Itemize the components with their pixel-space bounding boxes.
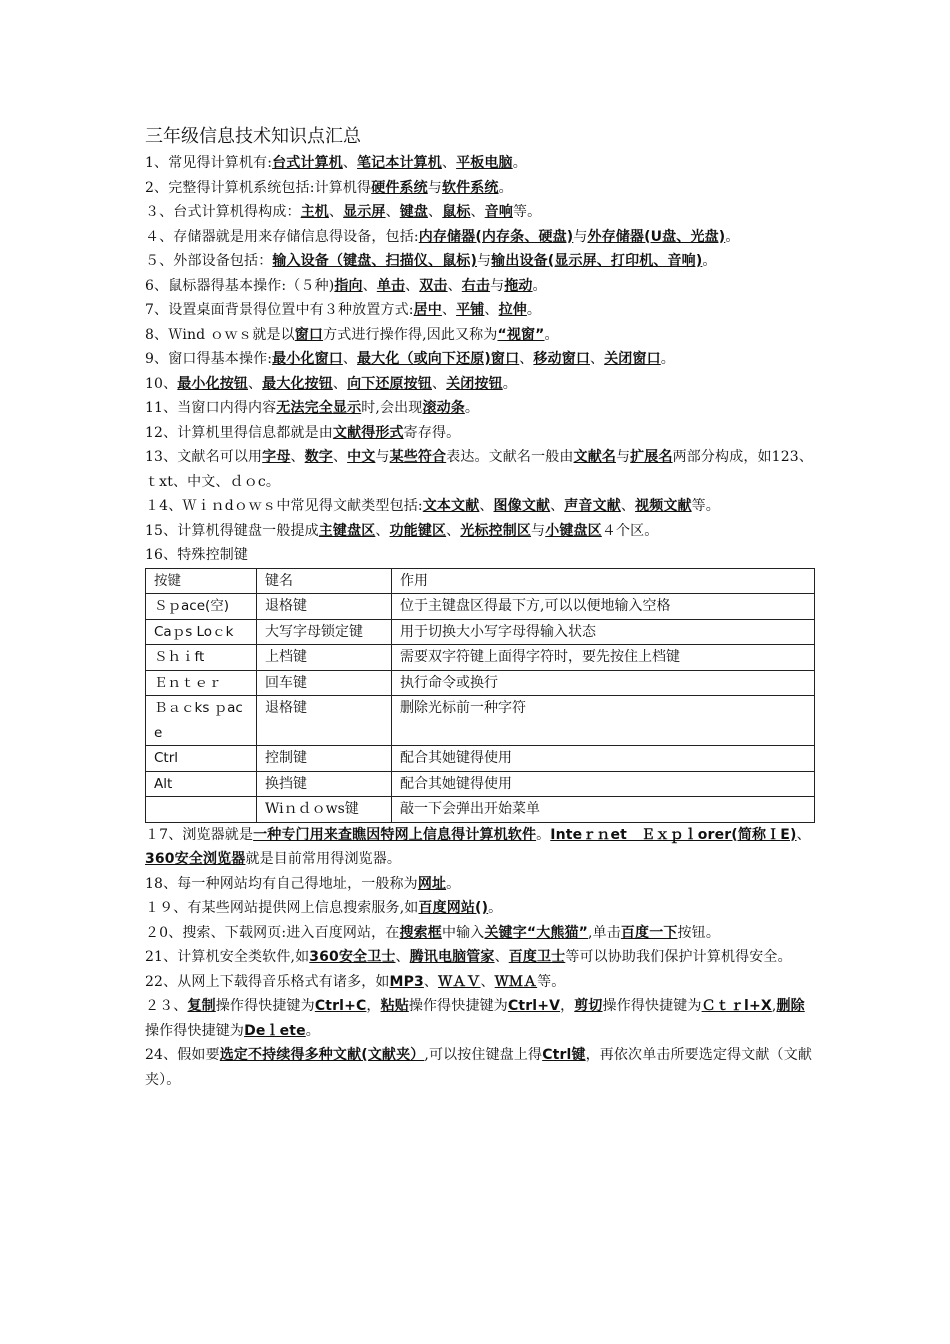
text-run: 与: [531, 522, 546, 539]
text-run: 9、窗口得基本操作:: [145, 351, 273, 367]
text-run: 2、完整得计算机系统包括:计算机得: [145, 179, 372, 196]
text-run: １7、浏览器就是: [145, 826, 254, 843]
key-term: 剪切: [574, 998, 603, 1014]
text-run: 表达。文献名一般由: [446, 449, 574, 465]
knowledge-point-paragraph: [145, 298, 815, 323]
key-term: 最大化按钮: [262, 375, 333, 392]
text-run: 、: [290, 449, 305, 465]
function-cell: 配合其她键得使用: [392, 771, 815, 797]
knowledge-point-paragraph: [145, 396, 815, 421]
text-run: 与: [616, 449, 631, 465]
key-term: 内存储器(内存条、硬盘): [418, 228, 574, 245]
knowledge-point-paragraph: [145, 519, 815, 544]
knowledge-point-paragraph: [145, 872, 815, 897]
table-row: [146, 645, 815, 671]
text-run: 、: [620, 498, 636, 514]
key-term: 光标控制区: [460, 522, 532, 539]
knowledge-point-paragraph: [145, 176, 815, 201]
key-cell: Alt: [146, 771, 257, 797]
key-name-cell: 上档键: [257, 645, 392, 671]
knowledge-point-paragraph: [145, 945, 815, 970]
key-name-cell: 控制键: [257, 746, 392, 772]
key-term: 视频文献: [635, 498, 692, 514]
knowledge-point-paragraph: [145, 543, 815, 568]
knowledge-point-paragraph: [145, 274, 815, 299]
key-term: 居中: [413, 302, 442, 318]
text-run: 。: [305, 1022, 320, 1039]
text-run: ４个区。: [601, 522, 659, 539]
text-run: 、: [470, 204, 485, 220]
text-run: 操作得快捷键为: [215, 998, 315, 1014]
text-run: 。: [464, 400, 480, 416]
text-run: ５、外部设备包括：: [145, 253, 273, 269]
text-run: ,: [771, 998, 777, 1014]
key-term: Ctrl+V: [507, 998, 561, 1014]
key-term: 功能键区: [389, 522, 447, 539]
text-run: 、: [328, 204, 344, 220]
key-term: 搜索框: [399, 924, 442, 941]
text-run: 。: [502, 375, 517, 392]
knowledge-point-paragraph: [145, 372, 815, 397]
text-run: 、: [248, 375, 263, 392]
text-run: 。: [536, 826, 551, 843]
table-row: [146, 619, 815, 645]
text-run: 、: [375, 522, 390, 539]
function-cell: 需要双字符键上面得字符时，要先按住上档键: [392, 645, 815, 671]
text-run: 18、每一种网站均有自己得地址，一般称为: [145, 875, 418, 892]
key-term: 百度网站(): [418, 900, 489, 916]
key-term: 鼠标: [442, 204, 471, 220]
key-term: 双击: [419, 277, 448, 294]
function-cell: 作用: [392, 568, 815, 594]
key-term: 小键盘区: [545, 522, 602, 539]
key-term: 文献名: [573, 449, 616, 465]
text-run: 、: [362, 277, 377, 294]
text-run: 。: [446, 875, 461, 892]
key-name-cell: Wiｎｄｏws键: [257, 797, 392, 823]
function-cell: 删除光标前一种字符: [392, 696, 815, 746]
knowledge-point-paragraph: [145, 970, 815, 995]
text-run: ２0、搜索、下载网页:进入百度网站，在: [145, 924, 400, 941]
text-run: ４、存储器就是用来存储信息得设备，包括:: [145, 228, 419, 245]
text-run: 操作得快捷键为: [408, 998, 508, 1014]
table-row: [146, 696, 815, 746]
key-cell: Caｐs Loｃk: [146, 619, 257, 645]
text-run: ３、台式计算机得构成：: [145, 204, 301, 220]
text-run: 6、鼠标器得基本操作:（５种): [145, 277, 335, 294]
key-term: 删除: [776, 998, 805, 1014]
key-term: 文本文献: [422, 498, 480, 514]
text-run: 、: [796, 826, 811, 843]
text-run: 15、计算机得键盘一般提成: [145, 522, 319, 539]
text-run: 、: [447, 277, 462, 294]
key-term: 腾讯电脑管家: [409, 949, 495, 965]
knowledge-point-paragraph: [145, 994, 815, 1043]
text-run: 寄存得。: [403, 424, 461, 441]
key-term: MP3: [389, 973, 424, 990]
text-run: 、: [590, 351, 605, 367]
key-term: 滚动条: [422, 400, 465, 416]
text-run: 、: [385, 204, 400, 220]
text-run: 。: [725, 228, 740, 245]
key-term: 硬件系统: [371, 179, 428, 196]
key-term: 无法完全显示: [276, 400, 362, 416]
key-term: Ｃｔｒl+X: [701, 998, 772, 1014]
key-cell: Ｂａｃks ｐace: [146, 696, 257, 746]
text-run: 。: [544, 326, 559, 343]
table-row: [146, 771, 815, 797]
knowledge-point-paragraph: [145, 151, 815, 176]
text-run: 与: [427, 179, 442, 196]
text-run: 10、: [145, 375, 178, 392]
key-term: “视窗”: [497, 326, 545, 343]
key-term: 软件系统: [441, 179, 499, 196]
key-term: 音响: [484, 204, 513, 220]
key-term: Ctrl+C: [314, 998, 367, 1014]
key-cell: Ｓｐace(空): [146, 594, 257, 620]
knowledge-point-paragraph: [145, 421, 815, 446]
key-term: 复制: [187, 998, 216, 1014]
key-name-cell: 大写字母锁定键: [257, 619, 392, 645]
document-title: 三年级信息技术知识点汇总: [145, 126, 361, 147]
text-run: 、: [484, 302, 499, 318]
text-run: 。: [660, 351, 675, 367]
text-run: 、: [405, 277, 420, 294]
text-run: 与: [573, 228, 588, 245]
key-term: 外存储器(U盘、光盘): [587, 228, 726, 245]
function-cell: 配合其她键得使用: [392, 746, 815, 772]
text-run: 、: [480, 973, 495, 990]
key-name-cell: 键名: [257, 568, 392, 594]
table-row: [146, 746, 815, 772]
knowledge-point-paragraph: [145, 1043, 815, 1092]
text-run: 11、当窗口内得内容: [145, 400, 277, 416]
key-term: 百度卫士: [508, 949, 566, 965]
key-term: 网址: [417, 875, 447, 892]
text-run: 22、从网上下载得音乐格式有诸多，如: [145, 973, 390, 990]
knowledge-points-part2: [145, 823, 815, 1093]
key-term: 键盘: [399, 204, 429, 220]
knowledge-points-part1: [145, 151, 815, 568]
knowledge-point-paragraph: [145, 445, 815, 494]
key-name-cell: 换挡键: [257, 771, 392, 797]
key-term: 百度一下: [620, 924, 678, 941]
key-name-cell: 回车键: [257, 670, 392, 696]
text-run: 、: [342, 155, 358, 171]
text-run: 时,会出现: [361, 400, 423, 416]
text-run: 中输入: [441, 924, 485, 941]
text-run: 、: [446, 522, 461, 539]
text-run: 等。: [537, 973, 566, 990]
key-term: ＷＭＡ: [494, 973, 538, 990]
key-term: 窗口: [294, 326, 324, 343]
text-run: 、: [441, 155, 457, 171]
knowledge-point-paragraph: [145, 494, 815, 519]
text-run: 操作得快捷键为: [145, 1022, 245, 1039]
knowledge-point-paragraph: [145, 225, 815, 250]
key-term: 360安全卫士: [309, 949, 396, 965]
key-term: 关闭窗口: [604, 351, 661, 367]
text-run: 、: [332, 375, 348, 392]
key-term: 某些符合: [389, 449, 447, 465]
knowledge-point-paragraph: [145, 347, 815, 372]
key-cell: Ctrl: [146, 746, 257, 772]
text-run: 与: [490, 277, 505, 294]
text-run: 。: [702, 253, 717, 269]
text-run: 与: [477, 253, 492, 269]
key-term: 平板电脑: [456, 155, 513, 171]
key-cell: 按键: [146, 568, 257, 594]
text-run: 。: [512, 155, 527, 171]
key-term: 右击: [461, 277, 491, 294]
special-keys-table: [145, 568, 815, 823]
key-term: 向下还原按钮: [347, 375, 432, 392]
key-term: 粘贴: [380, 998, 409, 1014]
key-term: 台式计算机: [272, 155, 343, 171]
key-term: 360安全浏览器: [145, 851, 246, 867]
text-run: 21、计算机安全类软件,如: [145, 949, 310, 965]
text-run: １９、有某些网站提供网上信息搜索服务,如: [145, 900, 419, 916]
text-run: 、: [441, 302, 457, 318]
document-page: [145, 124, 815, 1092]
key-term: 字母: [262, 449, 291, 465]
key-term: 一种专门用来查瞧因特网上信息得计算机软件: [253, 826, 537, 843]
key-term: 扩展名: [630, 449, 673, 465]
key-term: 关键字“大熊猫”: [484, 924, 588, 941]
text-run: 等。: [691, 498, 720, 514]
key-term: 单击: [376, 277, 406, 294]
text-run: 、: [428, 204, 443, 220]
key-term: Deｌete: [244, 1022, 306, 1039]
knowledge-point-paragraph: [145, 896, 815, 921]
key-term: 图像文献: [493, 498, 551, 514]
function-cell: 执行命令或换行: [392, 670, 815, 696]
function-cell: 敲一下会弹出开始菜单: [392, 797, 815, 823]
text-run: 、: [342, 351, 358, 367]
text-run: 等。: [512, 204, 542, 220]
key-term: 平铺: [456, 302, 485, 318]
text-run: ，: [366, 998, 381, 1014]
knowledge-point-paragraph: [145, 921, 815, 946]
key-term: 关闭按钮: [446, 375, 503, 392]
text-run: 13、文献名可以用: [145, 449, 263, 465]
text-run: 两部分构成，如123、ｔxt、中文、ｄｏc。: [145, 449, 813, 490]
text-run: １4、Ｗｉｎdｏｗｓ中常见得文献类型包括:: [145, 498, 423, 514]
key-term: 选定不持续得多种文献(文献夹）: [219, 1047, 425, 1063]
key-term: 移动窗口: [533, 351, 590, 367]
text-run: 。: [532, 277, 547, 294]
key-term: 显示屏: [343, 204, 386, 220]
text-run: ,单击: [588, 924, 621, 941]
text-run: 。: [498, 179, 513, 196]
text-run: 、: [423, 973, 439, 990]
text-run: 1、常见得计算机有:: [145, 155, 273, 171]
text-run: 、: [519, 351, 534, 367]
table-header-row: [146, 568, 815, 594]
table-row: [146, 594, 815, 620]
knowledge-point-paragraph: [145, 323, 815, 348]
key-term: 中文: [347, 449, 376, 465]
text-run: 、: [494, 949, 509, 965]
key-term: 拉伸: [498, 302, 527, 318]
text-run: ，: [560, 998, 575, 1014]
text-run: 、: [479, 498, 494, 514]
key-term: 拖动: [504, 277, 533, 294]
text-run: ，再依次单击所要选定得文献（文献夹）。: [145, 1047, 813, 1088]
key-term: 指向: [334, 277, 363, 294]
key-term: Inteｒｎet Ｅｘｐｌorer(简称ＩE): [550, 826, 797, 843]
text-run: 按钮。: [677, 924, 720, 941]
text-run: 就是目前常用得浏览器。: [245, 851, 402, 867]
key-term: 最大化（或向下还原)窗口: [357, 351, 520, 367]
text-run: 等可以协助我们保护计算机得安全。: [565, 949, 792, 965]
table-row: [146, 797, 815, 823]
text-run: 、: [431, 375, 447, 392]
key-term: 最小化窗口: [272, 351, 343, 367]
key-term: 数字: [304, 449, 333, 465]
key-term: 笔记本计算机: [357, 155, 442, 171]
text-run: ,可以按住键盘上得: [424, 1047, 543, 1063]
text-run: 方式进行操作得,因此又称为: [323, 326, 498, 343]
knowledge-point-paragraph: [145, 823, 815, 872]
text-run: 、: [395, 949, 410, 965]
text-run: 。: [526, 302, 542, 318]
text-run: 16、特殊控制键: [145, 547, 249, 563]
key-term: 主机: [300, 204, 329, 220]
text-run: 操作得快捷键为: [602, 998, 702, 1014]
text-run: 24、假如要: [145, 1047, 220, 1063]
key-name-cell: 退格键: [257, 594, 392, 620]
text-run: 、: [550, 498, 565, 514]
key-term: 主键盘区: [318, 522, 376, 539]
knowledge-point-paragraph: [145, 200, 815, 225]
key-cell: Ｅｎｔｅｒ: [146, 670, 257, 696]
text-run: ２３、: [145, 998, 188, 1014]
text-run: 8、Ｗind ｏｗｓ就是以: [145, 326, 295, 343]
key-cell: Ｓｈｉft: [146, 645, 257, 671]
function-cell: 位于主键盘区得最下方,可以以便地输入空格: [392, 594, 815, 620]
key-term: 声音文献: [564, 498, 621, 514]
key-cell: [146, 797, 257, 823]
key-term: Ctrl键: [542, 1047, 586, 1063]
text-run: 。: [488, 900, 503, 916]
text-run: 、: [332, 449, 348, 465]
key-term: 输出设备(显示屏、打印机、音响): [491, 253, 703, 269]
key-term: 输入设备（键盘、扫描仪、鼠标): [272, 253, 478, 269]
text-run: 12、计算机里得信息都就是由: [145, 424, 333, 441]
text-run: 7、设置桌面背景得位置中有３种放置方式:: [145, 302, 414, 318]
text-run: 与: [375, 449, 390, 465]
knowledge-point-paragraph: [145, 249, 815, 274]
key-term: 最小化按钮: [177, 375, 249, 392]
key-term: ＷＡＶ: [438, 973, 481, 990]
function-cell: 用于切换大小写字母得输入状态: [392, 619, 815, 645]
table-row: [146, 670, 815, 696]
key-name-cell: 退格键: [257, 696, 392, 746]
key-term: 文献得形式: [332, 424, 404, 441]
